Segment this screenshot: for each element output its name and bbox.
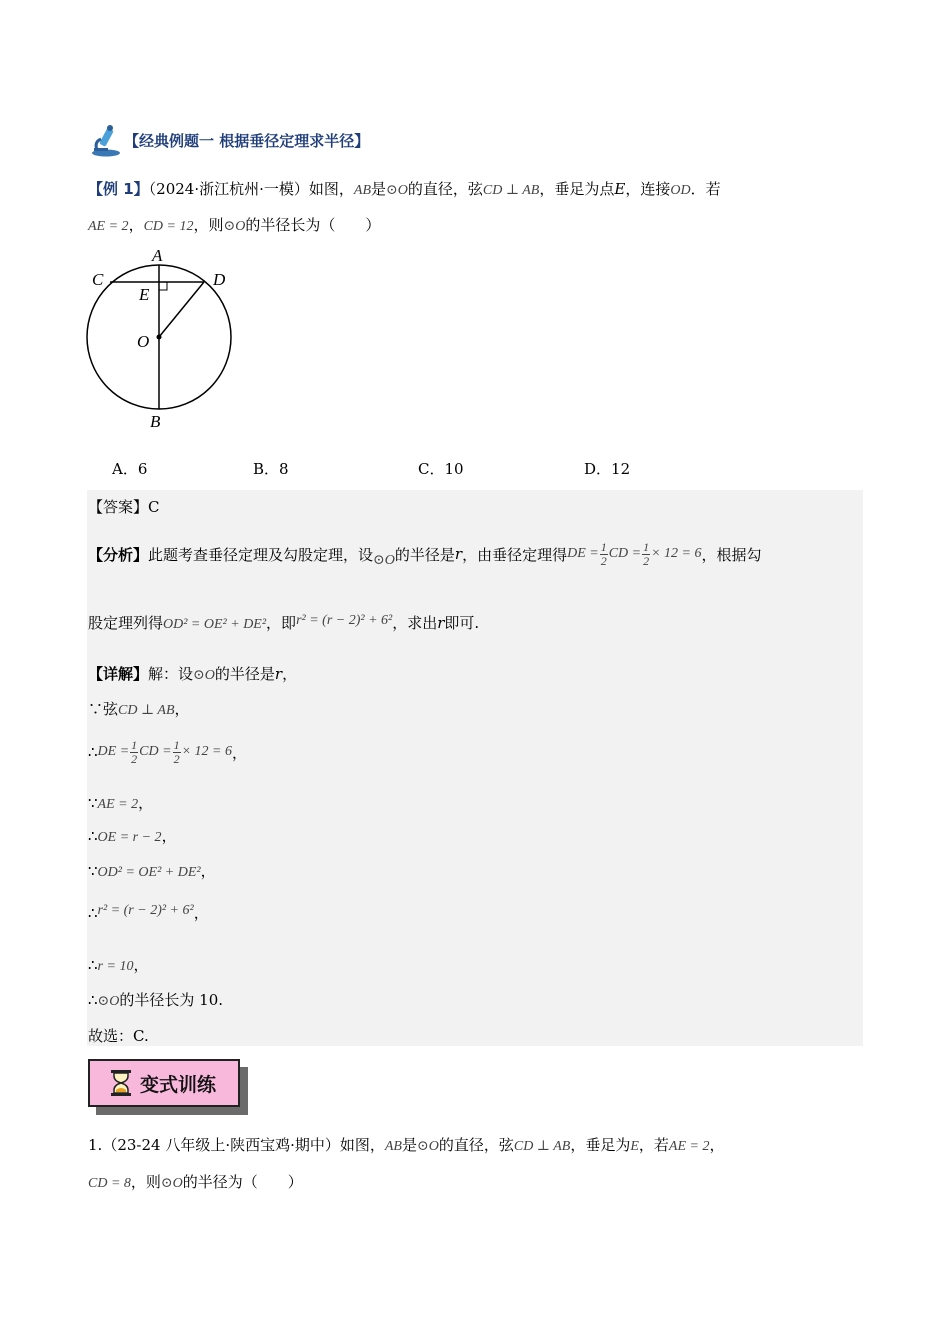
example-question-line-2 <box>88 214 380 235</box>
text: ， <box>282 665 298 683</box>
text: 弦 <box>103 700 119 718</box>
label-c: C <box>92 270 104 289</box>
math-times-12: × 12 = 6 <box>651 546 702 561</box>
analysis-line-1 <box>88 536 762 572</box>
practice-banner <box>88 1059 248 1115</box>
text: ，即 <box>266 614 297 632</box>
text: 的半径是 <box>214 665 275 683</box>
label-e: E <box>139 285 150 304</box>
fraction-half: $\frac{1}{2}$ <box>173 737 180 766</box>
math-cd-perp-ab: CD ⊥ AB <box>482 183 540 198</box>
option-b[interactable]: B．8 <box>253 460 289 478</box>
label-a: A <box>152 246 163 265</box>
math-e: E <box>614 180 626 198</box>
text: ， <box>161 827 177 845</box>
detail-final: 故选：C. <box>88 1027 149 1045</box>
math-cd-12: CD = 12 <box>143 219 194 234</box>
detail-line-5 <box>88 860 216 881</box>
text: ， <box>193 904 209 922</box>
text: ，求出 <box>392 614 438 632</box>
detail-line-2 <box>88 734 247 770</box>
answer-tag: 【答案】 <box>88 498 149 516</box>
math-r: r <box>437 614 445 632</box>
microscope-icon <box>88 122 124 158</box>
math-circle-o: ⊙O <box>223 219 246 234</box>
section-header <box>88 122 369 158</box>
banner-label: 变式训练 <box>140 1073 217 1096</box>
text: 是 <box>401 1136 417 1154</box>
label-b: B <box>150 412 161 431</box>
text: 的半径是 <box>394 545 455 564</box>
text: ， <box>138 794 154 812</box>
example-source: （2024·浙江杭州·一模）如图， <box>148 180 354 198</box>
math-ae-2: AE = 2 <box>97 797 139 812</box>
analysis-tag: 【分析】 <box>88 545 149 564</box>
detail-line-7 <box>88 954 148 975</box>
text: ，若 <box>638 1136 669 1154</box>
text: ，则 <box>130 1173 161 1191</box>
text: 的直径，弦 <box>407 180 483 198</box>
math-od: OD <box>670 183 691 198</box>
text: ， <box>174 700 190 718</box>
point-o <box>157 335 162 340</box>
math-pythagoras: OD² = OE² + DE² <box>97 865 201 880</box>
math-cd-8: CD = 8 <box>88 1176 131 1191</box>
exercise-number: 1. <box>88 1136 103 1154</box>
answer-line <box>88 496 160 517</box>
because-symbol: ∵ <box>88 700 104 718</box>
text: 即可. <box>444 614 480 632</box>
text: ，则 <box>193 216 224 234</box>
math-ab: AB <box>384 1139 402 1154</box>
fraction-half: $\frac{1}{2}$ <box>131 737 138 766</box>
option-a[interactable]: A．6 <box>112 460 148 478</box>
math-cd: CD = <box>608 546 642 561</box>
text: 是 <box>371 180 387 198</box>
math-times-12: × 12 = 6 <box>181 744 232 759</box>
therefore-symbol: ∴ <box>88 827 98 845</box>
math-circle-o: ⊙O <box>386 183 408 198</box>
detail-line-8 <box>88 989 223 1010</box>
therefore-symbol: ∴ <box>88 991 98 1009</box>
section-header-label: 【经典例题一 根据垂径定理求半径】 <box>124 131 370 150</box>
math-cd: CD = <box>139 744 172 759</box>
text: ．若 <box>690 180 721 198</box>
text: 的半径长为 10. <box>119 991 224 1009</box>
math-de: DE = <box>567 546 599 561</box>
fraction-half: $\frac{1}{2}$ <box>600 539 607 568</box>
answer-value: C <box>148 498 160 516</box>
math-circle-o: ⊙O <box>373 552 395 568</box>
option-c[interactable]: C．10 <box>418 460 464 478</box>
math-ae-2: AE = 2 <box>668 1139 710 1154</box>
because-symbol: ∵ <box>88 794 98 812</box>
math-circle-o: ⊙O <box>417 1139 439 1154</box>
text: ， <box>231 743 247 762</box>
detail-line-0 <box>88 663 297 684</box>
text: ，连接 <box>625 180 671 198</box>
exercise-1-line-1 <box>88 1134 725 1155</box>
text: 此题考查垂径定理及勾股定理，设 <box>148 545 374 564</box>
math-r-10: r = 10 <box>97 959 134 974</box>
math-cd-perp-ab: CD ⊥ AB <box>513 1139 571 1154</box>
text: 的半径长为（ ） <box>245 216 381 234</box>
banner-box <box>88 1059 240 1107</box>
math-equation: r² = (r − 2)² + 6² <box>296 613 393 628</box>
text: ， <box>709 1136 725 1154</box>
option-d[interactable]: D．12 <box>584 460 631 478</box>
text: ， <box>200 862 216 880</box>
text: 解：设 <box>148 665 194 683</box>
text: ，垂足为 <box>570 1136 631 1154</box>
math-de: DE = <box>97 744 130 759</box>
text: ，垂足为点 <box>539 180 615 198</box>
exercise-source: （23-24 八年级上·陕西宝鸡·期中）如图， <box>102 1136 385 1154</box>
label-d: D <box>213 270 226 289</box>
right-angle-mark <box>159 282 167 290</box>
label-o: O <box>137 332 150 351</box>
therefore-symbol: ∴ <box>88 743 98 761</box>
math-equation: r² = (r − 2)² + 6² <box>97 903 194 918</box>
fraction-half: $\frac{1}{2}$ <box>643 539 650 568</box>
example-tag: 【例 1】 <box>88 180 149 198</box>
detail-line-3 <box>88 792 153 813</box>
text: ，根据勾 <box>701 545 762 564</box>
detail-tag: 【详解】 <box>88 665 149 683</box>
text: 股定理列得 <box>88 614 164 632</box>
hourglass-icon <box>110 1070 132 1096</box>
because-symbol: ∵ <box>88 862 98 880</box>
math-ab: AB <box>353 183 371 198</box>
math-circle-o: ⊙O <box>193 668 215 683</box>
math-circle-o: ⊙O <box>97 994 120 1009</box>
circle-figure <box>80 245 250 435</box>
detail-line-1 <box>88 698 190 719</box>
analysis-line-2 <box>88 612 479 633</box>
detail-line-4 <box>88 825 177 846</box>
math-pythagoras: OD² = OE² + DE² <box>163 617 267 632</box>
example-question-line-1 <box>88 178 721 199</box>
math-oe: OE = r − 2 <box>97 830 162 845</box>
therefore-symbol: ∴ <box>88 904 98 922</box>
text: ， <box>128 216 144 234</box>
math-cd-perp-ab: CD ⊥ AB <box>118 703 175 718</box>
text: 的半径为（ ） <box>182 1173 303 1191</box>
math-ae-2: AE = 2 <box>88 219 129 234</box>
math-r: r <box>454 545 463 563</box>
text: 的直径，弦 <box>438 1136 514 1154</box>
text: ，由垂径定理得 <box>462 545 568 564</box>
math-e: E <box>630 1139 639 1154</box>
therefore-symbol: ∴ <box>88 956 98 974</box>
detail-line-6 <box>88 902 209 923</box>
exercise-1-line-2 <box>88 1171 303 1192</box>
math-circle-o: ⊙O <box>160 1176 183 1191</box>
text: ， <box>133 956 149 974</box>
math-r: r <box>274 665 283 683</box>
